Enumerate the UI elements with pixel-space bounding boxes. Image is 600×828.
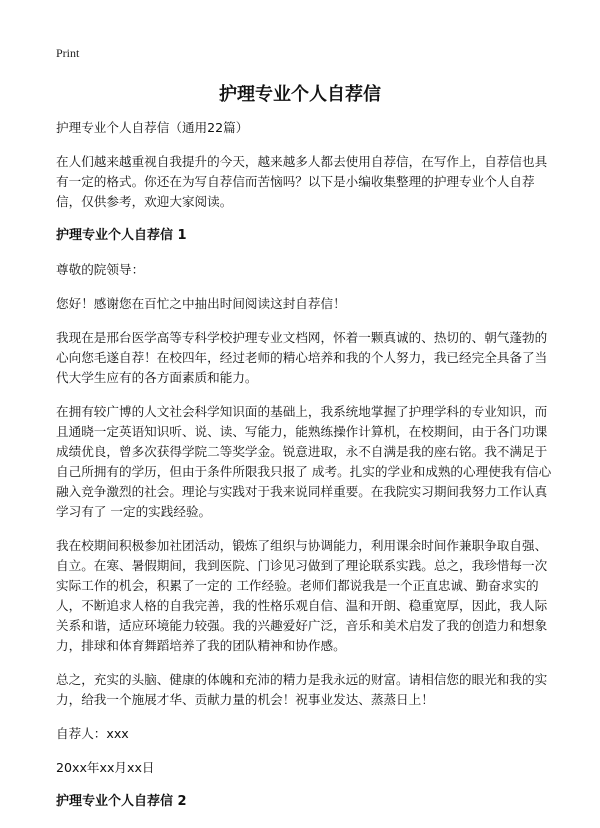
letter-paragraph-1: 我现在是邢台医学高等专科学校护理专业文档网，怀着一颗真诚的、热切的、朝气蓬勃的心向您毛遂自荐！在校四年，经过老师的精心培养和我的个人努力，我已经完全具备了当代大学生应有的各方面素质和能力。 [56, 330, 548, 385]
section-heading-1: 护理专业个人自荐信 1 [56, 228, 187, 243]
document-body [56, 118, 554, 826]
letter-signer: 自荐人：xxx [56, 726, 129, 741]
document-subtitle: 护理专业个人自荐信（通用22篇） [56, 120, 249, 135]
letter-date: 20xx年xx月xx日 [56, 760, 155, 775]
print-link[interactable]: Print [56, 46, 80, 60]
section-heading-2: 护理专业个人自荐信 2 [56, 794, 187, 809]
intro-paragraph: 在人们越来越重视自我提升的今天，越来越多人都去使用自荐信，在写作上，自荐信也具有一定的格式。你还在为写自荐信而苦恼吗？以下是小编收集整理的护理专业个人自荐信，仅供参考，欢迎大家阅读。 [56, 154, 548, 209]
letter-paragraph-2: 在拥有较广博的人文社会科学知识面的基础上，我系统地掌握了护理学科的专业知识，而且通晓一定英语知识听、说、读、写能力，能熟练操作计算机，在校期间，由于各门功课成绩优良，曾多次获得学院二等奖学金。锐意进取，永不自满是我的座右铭。我不满足于自己所拥有的学历，但由于条件所限我只报了 成考。扎实的学业和成熟的心理使我有信心融入竞争激烈的社会。理论与实践对于我来说同样重要。在我院实习期间我努力工作认真学习有了 一定的实践经验。 [56, 404, 552, 519]
letter-paragraph-3: 我在校期间积极参加社团活动，锻炼了组织与协调能力，利用课余时间作兼职争取自强、自立。在寒、暑假期间，我到医院、门诊见习做到了理论联系实践。总之，我珍惜每一次实际工作的机会，积累了一定的 工作经验。老师们都说我是一个正直忠诚、勤奋求实的人，不断追求人格的自我完善，我的性格乐观自信、温和开朗、稳重宽厚，因此，我人际关系和谐，适应环境能力较强。我的兴趣爱好广泛，音乐和美术启发了我的创造力和想象力，排球和体育舞蹈培养了我的团队精神和协作感。 [56, 538, 548, 653]
page-title: 护理专业个人自荐信 [219, 84, 381, 105]
letter-paragraph-4: 总之，充实的头脑、健康的体魄和充沛的精力是我永远的财富。请相信您的眼光和我的实力，给我一个施展才华、贡献力量的机会！祝事业发达、蒸蒸日上！ [56, 672, 548, 707]
letter-salutation: 尊敬的院领导： [56, 262, 145, 277]
letter-greeting: 您好！感谢您在百忙之中抽出时间阅读这封自荐信！ [56, 296, 346, 311]
